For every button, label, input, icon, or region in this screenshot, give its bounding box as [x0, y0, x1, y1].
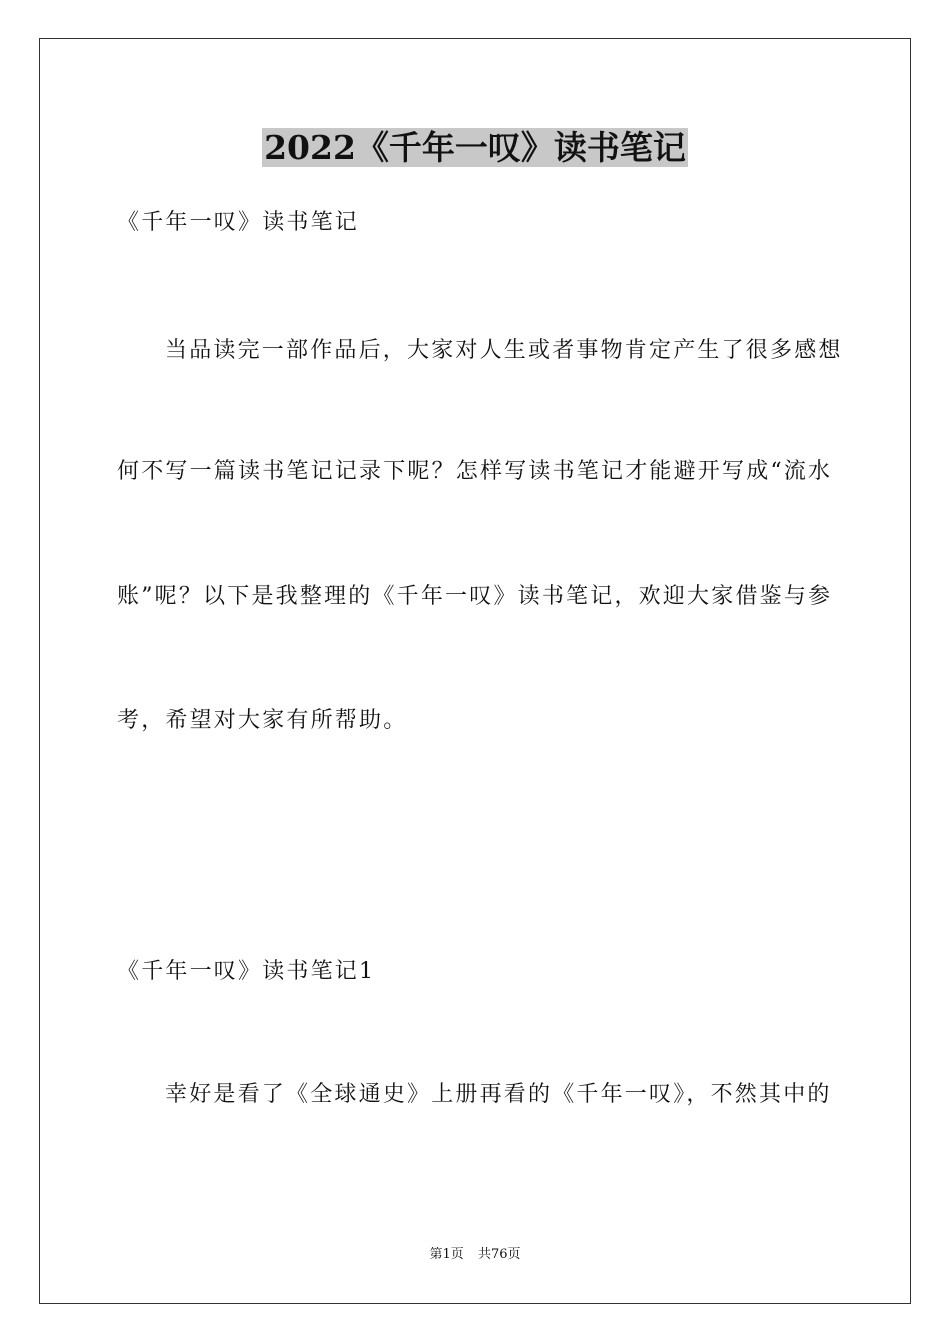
- page-total: 共76页: [477, 1247, 521, 1262]
- document-title-text: 2022《千年一叹》读书笔记: [264, 128, 686, 167]
- intro-line-2: 何不写一篇读书笔记记录下呢？怎样写读书笔记才能避开写成“流水: [117, 459, 833, 484]
- document-subtitle: 《千年一叹》读书笔记: [117, 210, 360, 235]
- intro-line-1: 当品读完一部作品后，大家对人生或者事物肯定产生了很多感想: [165, 338, 843, 363]
- section-heading: 《千年一叹》读书笔记1: [117, 959, 376, 984]
- page-number: 第1页: [429, 1247, 464, 1262]
- document-title: [0, 128, 950, 168]
- page-footer: [0, 1246, 950, 1264]
- intro-line-3: 账”呢？以下是我整理的《千年一叹》读书笔记，欢迎大家借鉴与参: [117, 584, 833, 609]
- section-line-1: 幸好是看了《全球通史》上册再看的《千年一叹》，不然其中的: [165, 1082, 832, 1107]
- intro-line-4: 考，希望对大家有所帮助。: [117, 708, 408, 733]
